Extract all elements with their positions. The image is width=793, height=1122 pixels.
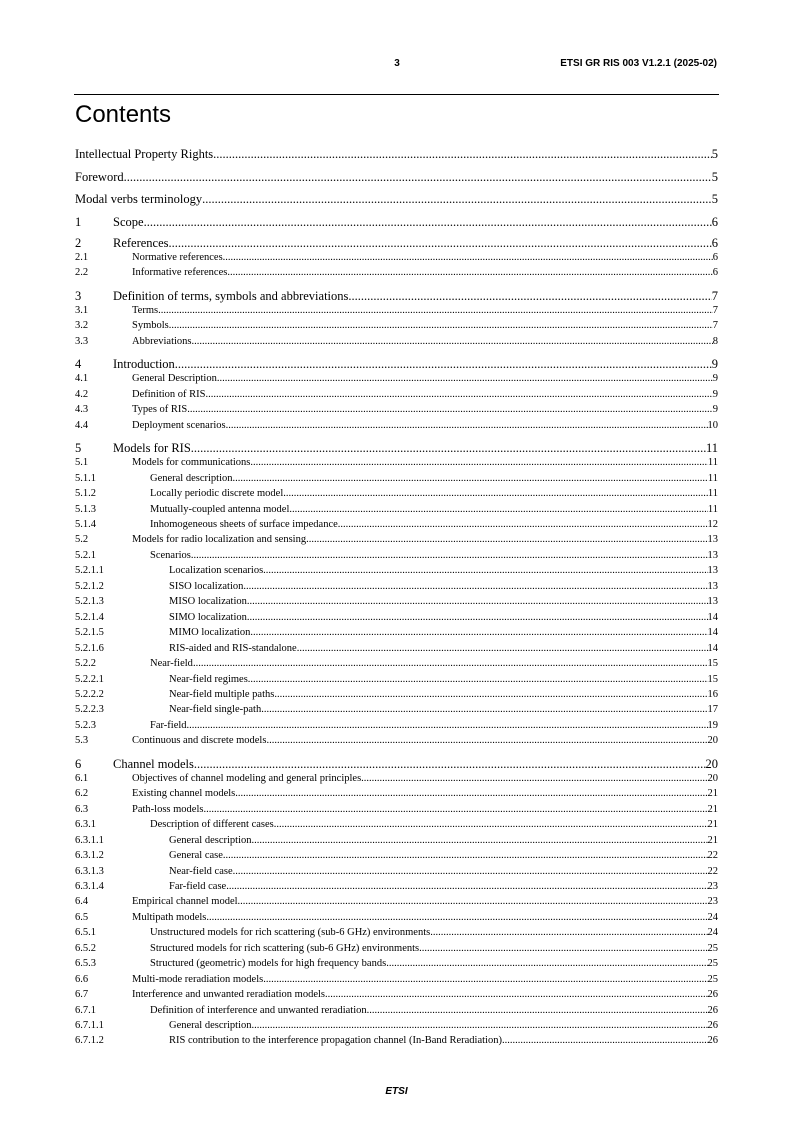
toc-entry-title: Definition of terms, symbols and abbreviations bbox=[113, 288, 349, 303]
toc-entry-title: Structured models for rich scattering (sub-6 GHz) environments bbox=[150, 942, 420, 954]
toc-entry-number: 5.2.1.3 bbox=[75, 596, 104, 608]
toc-entry-number: 5.2.1.1 bbox=[75, 565, 104, 577]
toc-entry-title: Scenarios bbox=[150, 549, 191, 561]
toc-entry-number: 5.2.1.4 bbox=[75, 611, 104, 623]
toc-entry-title: General Description bbox=[132, 373, 217, 385]
toc-leader-dots bbox=[193, 659, 708, 670]
toc-entry-title: Description of different cases bbox=[150, 819, 274, 831]
toc-entry-number: 6.3.1.2 bbox=[75, 850, 104, 862]
toc-leader-dots bbox=[297, 644, 708, 655]
toc-entry-number: 6.3.1.3 bbox=[75, 865, 104, 877]
toc-entry[interactable] bbox=[75, 505, 718, 516]
toc-entry-title: Introduction bbox=[113, 357, 175, 372]
toc-entry-title: Intellectual Property Rights bbox=[75, 147, 214, 161]
toc-entry-page: 21 bbox=[707, 788, 718, 800]
toc-entry-number: 6.6 bbox=[75, 973, 89, 985]
toc-leader-dots bbox=[158, 306, 713, 317]
toc-entry-page: 9 bbox=[711, 357, 718, 372]
toc-entry[interactable] bbox=[75, 628, 718, 639]
toc-entry[interactable] bbox=[75, 736, 718, 747]
toc-entry-number: 6.3.1.4 bbox=[75, 880, 104, 892]
toc-entry-title: Abbreviations bbox=[132, 335, 192, 347]
toc-leader-dots bbox=[430, 928, 707, 939]
toc-entry[interactable] bbox=[75, 805, 718, 816]
toc-entry-title: SIMO localization bbox=[169, 611, 247, 623]
toc-entry-page: 13 bbox=[707, 534, 718, 546]
toc-entry-number: 6.5.2 bbox=[75, 942, 96, 954]
toc-entry-number: 1 bbox=[75, 214, 82, 229]
toc-entry[interactable] bbox=[75, 520, 718, 531]
page-number: 3 bbox=[394, 58, 400, 69]
toc-entry-number: 5.1.4 bbox=[75, 519, 96, 530]
toc-entry-title: Interference and unwanted reradiation models bbox=[132, 989, 325, 1001]
toc-entry-number: 5.2.2.3 bbox=[75, 704, 104, 716]
toc-entry-title: Objectives of channel modeling and general principles bbox=[132, 772, 362, 784]
toc-entry-number: 5.2.1.5 bbox=[75, 627, 104, 639]
toc-entry-number: 6.3.1 bbox=[75, 819, 96, 831]
toc-leader-dots bbox=[169, 321, 713, 332]
toc-entry-page: 26 bbox=[707, 989, 718, 1001]
toc-entry-page: 21 bbox=[707, 803, 718, 815]
document-id: ETSI GR RIS 003 V1.2.1 (2025-02) bbox=[560, 58, 717, 69]
toc-entry-title: RIS contribution to the interference propagation channel (In-Band Reradiation) bbox=[169, 1035, 502, 1047]
toc-entry-page: 6 bbox=[712, 252, 718, 263]
toc-entry[interactable] bbox=[75, 290, 718, 303]
toc-entry-page: 20 bbox=[707, 735, 718, 747]
toc-leader-dots bbox=[187, 405, 712, 416]
toc-entry[interactable] bbox=[75, 705, 718, 716]
toc-leader-dots bbox=[325, 990, 708, 1001]
toc-leader-dots bbox=[203, 805, 707, 816]
toc-entry-number: 6.7.1.1 bbox=[75, 1020, 104, 1031]
toc-entry[interactable] bbox=[75, 489, 718, 500]
toc-entry-title: Definition of interference and unwanted reradiation bbox=[150, 1004, 367, 1016]
toc-entry[interactable] bbox=[75, 237, 718, 250]
toc-entry[interactable] bbox=[75, 928, 718, 939]
toc-entry-page: 22 bbox=[707, 865, 718, 877]
toc-entry[interactable] bbox=[75, 597, 718, 608]
toc-entry[interactable] bbox=[75, 551, 718, 562]
toc-entry-number: 5.2.1.6 bbox=[75, 642, 104, 654]
toc-entry-page: 11 bbox=[707, 457, 718, 469]
toc-leader-dots bbox=[226, 882, 707, 893]
toc-entry[interactable] bbox=[75, 421, 718, 432]
toc-entry-title: Foreword bbox=[75, 169, 124, 184]
toc-leader-dots bbox=[192, 337, 713, 348]
toc-entry-page: 7 bbox=[712, 320, 718, 332]
toc-entry[interactable] bbox=[75, 659, 718, 670]
toc-entry-number: 6.7.1.2 bbox=[75, 1035, 104, 1047]
toc-leader-dots bbox=[213, 148, 712, 161]
toc-entry[interactable] bbox=[75, 442, 718, 455]
toc-entry-title: Locally periodic discrete model bbox=[150, 488, 284, 500]
toc-entry[interactable] bbox=[75, 721, 718, 732]
toc-leader-dots bbox=[386, 959, 707, 970]
toc-entry-page: 9 bbox=[712, 388, 718, 400]
toc-entry-page: 23 bbox=[707, 896, 718, 908]
toc-entry[interactable] bbox=[75, 337, 718, 348]
toc-entry[interactable] bbox=[75, 171, 718, 184]
toc-entry-number: 6.1 bbox=[75, 772, 89, 784]
toc-entry-number: 6.5.3 bbox=[75, 958, 96, 970]
toc-entry-page: 6 bbox=[711, 214, 718, 229]
toc-entry[interactable] bbox=[75, 268, 718, 279]
toc-entry[interactable] bbox=[75, 458, 718, 469]
toc-entry-title: Far-field bbox=[150, 719, 187, 731]
toc-entry[interactable] bbox=[75, 944, 718, 955]
toc-leader-dots bbox=[227, 268, 712, 279]
toc-entry-number: 5.1.3 bbox=[75, 503, 96, 515]
toc-leader-dots bbox=[194, 758, 706, 771]
toc-entry-page: 25 bbox=[707, 958, 718, 970]
toc-entry-number: 6.4 bbox=[75, 896, 89, 908]
toc-entry-page: 16 bbox=[707, 688, 718, 700]
toc-entry-page: 21 bbox=[707, 834, 718, 846]
toc-leader-dots bbox=[283, 489, 708, 500]
toc-entry-title: Normative references bbox=[132, 252, 223, 263]
toc-entry-number: 6.7.1 bbox=[75, 1004, 96, 1016]
toc-entry-number: 5.1.2 bbox=[75, 488, 96, 500]
toc-entry-title: Near-field multiple paths bbox=[169, 688, 275, 700]
toc-entry-page: 26 bbox=[707, 1035, 718, 1047]
toc-entry-title: Existing channel models bbox=[132, 788, 236, 800]
toc-leader-dots bbox=[124, 171, 712, 184]
toc-leader-dots bbox=[235, 789, 707, 800]
toc-entry-page: 19 bbox=[707, 719, 718, 731]
toc-leader-dots bbox=[226, 421, 708, 432]
toc-leader-dots bbox=[169, 237, 712, 250]
footer-etsi: ETSI bbox=[385, 1086, 408, 1097]
toc-entry-page: 13 bbox=[707, 596, 718, 608]
toc-leader-dots bbox=[247, 613, 708, 624]
toc-leader-dots bbox=[206, 913, 707, 924]
toc-entry[interactable] bbox=[75, 1006, 718, 1017]
toc-entry-page: 5 bbox=[711, 192, 718, 206]
toc-entry-number: 5.2.1.2 bbox=[75, 580, 104, 592]
toc-leader-dots bbox=[250, 628, 707, 639]
toc-entry-page: 14 bbox=[707, 642, 718, 654]
toc-entry-number: 5.1.1 bbox=[75, 472, 96, 484]
toc-leader-dots bbox=[206, 390, 713, 401]
toc-entry-title: Scope bbox=[113, 214, 144, 229]
toc-entry-number: 5.1 bbox=[75, 457, 89, 469]
toc-entry[interactable] bbox=[75, 390, 718, 401]
toc-entry-page: 23 bbox=[707, 880, 718, 892]
toc-entry[interactable] bbox=[75, 358, 718, 371]
toc-entry-page: 17 bbox=[707, 704, 718, 716]
toc-entry-title: Deployment scenarios bbox=[132, 419, 226, 431]
toc-entry-page: 14 bbox=[707, 611, 718, 623]
toc-entry-title: Inhomogeneous sheets of surface impedance bbox=[150, 519, 338, 530]
toc-entry[interactable] bbox=[75, 306, 718, 317]
toc-entry-title: Multipath models bbox=[132, 911, 207, 923]
toc-leader-dots bbox=[248, 675, 708, 686]
toc-leader-dots bbox=[217, 374, 713, 385]
toc-entry-page: 25 bbox=[707, 942, 718, 954]
toc-entry-page: 7 bbox=[712, 304, 718, 316]
toc-entry-number: 4 bbox=[75, 357, 82, 372]
toc-entry-title: Models for radio localization and sensing bbox=[132, 534, 307, 546]
toc-entry-page: 12 bbox=[707, 519, 718, 530]
toc-entry-title: MISO localization bbox=[169, 596, 247, 608]
toc-entry[interactable] bbox=[75, 253, 718, 264]
toc-entry[interactable] bbox=[75, 851, 718, 862]
toc-entry[interactable] bbox=[75, 758, 718, 771]
toc-entry-title: Types of RIS bbox=[132, 404, 188, 416]
toc-entry-number: 4.3 bbox=[75, 404, 89, 416]
toc-entry-title: Near-field bbox=[150, 658, 193, 670]
page-title: Contents bbox=[75, 101, 172, 128]
toc-entry-page: 7 bbox=[711, 288, 718, 303]
toc-entry[interactable] bbox=[75, 789, 718, 800]
toc-entry-number: 4.2 bbox=[75, 388, 89, 400]
toc-leader-dots bbox=[419, 944, 707, 955]
toc-entry-title: General description bbox=[150, 472, 233, 484]
toc-leader-dots bbox=[348, 290, 711, 303]
toc-entry-number: 6.5.1 bbox=[75, 927, 96, 939]
toc-entry[interactable] bbox=[75, 675, 718, 686]
toc-entry-number: 5 bbox=[75, 441, 82, 456]
toc-entry-title: Near-field case bbox=[169, 865, 233, 877]
toc-entry-page: 10 bbox=[707, 419, 718, 431]
toc-entry-page: 24 bbox=[707, 927, 718, 939]
toc-entry[interactable] bbox=[75, 1021, 718, 1032]
toc-entry-page: 13 bbox=[707, 565, 718, 577]
toc-entry[interactable] bbox=[75, 405, 718, 416]
toc-entry[interactable] bbox=[75, 990, 718, 1001]
toc-leader-dots bbox=[247, 597, 708, 608]
toc-entry[interactable] bbox=[75, 867, 718, 878]
toc-leader-dots bbox=[289, 505, 707, 516]
toc-entry-page: 9 bbox=[712, 404, 718, 416]
toc-entry-page: 15 bbox=[707, 673, 718, 685]
toc-leader-dots bbox=[223, 253, 713, 264]
toc-entry-page: 14 bbox=[707, 627, 718, 639]
toc-entry-title: General description bbox=[169, 1020, 252, 1031]
toc-entry-title: Modal verbs terminology bbox=[75, 192, 203, 206]
toc-entry-title: Near-field regimes bbox=[169, 673, 248, 685]
toc-entry-title: MIMO localization bbox=[169, 627, 251, 639]
toc-entry-number: 6.3.1.1 bbox=[75, 834, 104, 846]
toc-leader-dots bbox=[223, 851, 708, 862]
toc-entry-page: 15 bbox=[707, 658, 718, 670]
toc-entry-page: 11 bbox=[707, 503, 718, 515]
toc-leader-dots bbox=[187, 721, 708, 732]
toc-entry-number: 2.2 bbox=[75, 267, 89, 279]
toc-entry-number: 2.1 bbox=[75, 252, 89, 263]
toc-entry-title: Path-loss models bbox=[132, 803, 204, 815]
toc-entry-number: 6 bbox=[75, 756, 82, 771]
toc-leader-dots bbox=[243, 582, 707, 593]
toc-entry-number: 6.5 bbox=[75, 911, 89, 923]
toc-entry[interactable] bbox=[75, 882, 718, 893]
toc-entry[interactable] bbox=[75, 535, 718, 546]
toc-entry-title: Far-field case bbox=[169, 880, 227, 892]
toc-leader-dots bbox=[502, 1036, 708, 1047]
toc-entry-number: 3.1 bbox=[75, 304, 89, 316]
toc-leader-dots bbox=[263, 566, 707, 577]
toc-entry[interactable] bbox=[75, 959, 718, 970]
toc-entry-title: Symbols bbox=[132, 320, 169, 332]
toc-entry[interactable] bbox=[75, 897, 718, 908]
toc-entry-title: Unstructured models for rich scattering (sub-6 GHz) environments bbox=[150, 927, 431, 939]
toc-entry-page: 11 bbox=[707, 472, 718, 484]
toc-entry-title: Informative references bbox=[132, 267, 228, 279]
toc-leader-dots bbox=[274, 690, 707, 701]
toc-entry-title: Models for communications bbox=[132, 457, 251, 469]
toc-entry-page: 26 bbox=[707, 1004, 718, 1016]
toc-leader-dots bbox=[338, 520, 708, 531]
toc-entry-title: Mutually-coupled antenna model bbox=[150, 503, 290, 515]
toc-entry-page: 8 bbox=[712, 335, 718, 347]
toc-leader-dots bbox=[261, 705, 707, 716]
toc-entry-title: Definition of RIS bbox=[132, 388, 206, 400]
toc-entry-page: 26 bbox=[707, 1020, 718, 1031]
toc-entry-page: 22 bbox=[707, 850, 718, 862]
toc-entry-page: 9 bbox=[712, 373, 718, 385]
toc-entry-number: 4.4 bbox=[75, 419, 89, 431]
toc-entry-title: Terms bbox=[132, 304, 159, 316]
toc-leader-dots bbox=[252, 1021, 708, 1032]
toc-entry-page: 6 bbox=[711, 236, 718, 250]
toc-entry-page: 24 bbox=[707, 911, 718, 923]
toc-entry[interactable] bbox=[75, 474, 718, 485]
toc-entry[interactable] bbox=[75, 690, 718, 701]
toc-leader-dots bbox=[191, 551, 708, 562]
toc-entry-page: 11 bbox=[707, 488, 718, 500]
toc-entry[interactable] bbox=[75, 613, 718, 624]
toc-entry-number: 6.2 bbox=[75, 788, 89, 800]
toc-entry-number: 5.2.2 bbox=[75, 658, 96, 670]
toc-leader-dots bbox=[175, 358, 712, 371]
toc-entry-number: 5.2.3 bbox=[75, 719, 96, 731]
toc-entry-number: 5.3 bbox=[75, 735, 89, 747]
toc-entry-title: Models for RIS bbox=[113, 441, 191, 456]
toc-leader-dots bbox=[238, 897, 708, 908]
toc-entry-page: 5 bbox=[711, 169, 718, 184]
toc-leader-dots bbox=[144, 216, 712, 229]
toc-entry-page: 5 bbox=[711, 147, 718, 161]
toc-entry-page: 6 bbox=[712, 267, 718, 279]
toc-leader-dots bbox=[202, 193, 712, 206]
toc-entry-page: 25 bbox=[707, 973, 718, 985]
toc-entry-number: 3.2 bbox=[75, 320, 89, 332]
toc-entry-page: 13 bbox=[707, 549, 718, 561]
toc-entry-title: Structured (geometric) models for high frequency bands bbox=[150, 958, 387, 970]
toc-entry-number: 6.7 bbox=[75, 989, 89, 1001]
toc-entry-number: 4.1 bbox=[75, 373, 89, 385]
toc-entry-page: 11 bbox=[705, 441, 718, 456]
toc-leader-dots bbox=[252, 836, 708, 847]
toc-entry[interactable] bbox=[75, 582, 718, 593]
toc-entry[interactable] bbox=[75, 193, 718, 206]
toc-leader-dots bbox=[266, 736, 707, 747]
toc-entry-title: General description bbox=[169, 834, 252, 846]
toc-entry-title: Channel models bbox=[113, 756, 194, 771]
toc-leader-dots bbox=[274, 820, 708, 831]
toc-entry-title: Continuous and discrete models bbox=[132, 735, 267, 747]
toc-entry[interactable] bbox=[75, 1036, 718, 1047]
toc-entry-title: Localization scenarios bbox=[169, 565, 264, 577]
toc-entry-number: 5.2.2.2 bbox=[75, 688, 104, 700]
toc-entry[interactable] bbox=[75, 975, 718, 986]
toc-leader-dots bbox=[191, 442, 706, 455]
toc-entry[interactable] bbox=[75, 374, 718, 385]
toc-entry[interactable] bbox=[75, 820, 718, 831]
toc-leader-dots bbox=[361, 774, 707, 785]
toc-entry-number: 5.2 bbox=[75, 534, 89, 546]
toc-entry[interactable] bbox=[75, 644, 718, 655]
toc-entry[interactable] bbox=[75, 836, 718, 847]
toc-entry[interactable] bbox=[75, 566, 718, 577]
toc-entry-title: References bbox=[113, 236, 169, 250]
toc-leader-dots bbox=[233, 867, 708, 878]
toc-leader-dots bbox=[367, 1006, 708, 1017]
toc-entry-title: SISO localization bbox=[169, 580, 244, 592]
toc-entry-number: 3.3 bbox=[75, 335, 89, 347]
toc-entry-number: 5.2.2.1 bbox=[75, 673, 104, 685]
header-rule bbox=[74, 94, 719, 95]
toc-entry[interactable] bbox=[75, 321, 718, 332]
toc-entry[interactable] bbox=[75, 216, 718, 229]
toc-leader-dots bbox=[233, 474, 708, 485]
toc-entry-page: 20 bbox=[707, 772, 718, 784]
toc-entry-page: 13 bbox=[707, 580, 718, 592]
toc-entry[interactable] bbox=[75, 774, 718, 785]
toc-entry-number: 6.3 bbox=[75, 803, 89, 815]
toc-entry-number: 3 bbox=[75, 288, 82, 303]
toc-entry[interactable] bbox=[75, 913, 718, 924]
toc-leader-dots bbox=[263, 975, 707, 986]
toc-entry-page: 21 bbox=[707, 819, 718, 831]
toc-leader-dots bbox=[250, 458, 707, 469]
toc-entry-number: 5.2.1 bbox=[75, 549, 96, 561]
toc-entry-title: Multi-mode reradiation models bbox=[132, 973, 264, 985]
toc-entry-title: RIS-aided and RIS-standalone bbox=[169, 642, 297, 654]
toc-entry-page: 20 bbox=[705, 756, 718, 771]
toc-entry-title: General case bbox=[169, 850, 223, 862]
toc-entry-number: 2 bbox=[75, 236, 82, 250]
toc-entry[interactable] bbox=[75, 148, 718, 161]
toc-entry-title: Near-field single-path bbox=[169, 704, 262, 716]
toc-leader-dots bbox=[306, 535, 707, 546]
toc-entry-title: Empirical channel model bbox=[132, 896, 238, 908]
